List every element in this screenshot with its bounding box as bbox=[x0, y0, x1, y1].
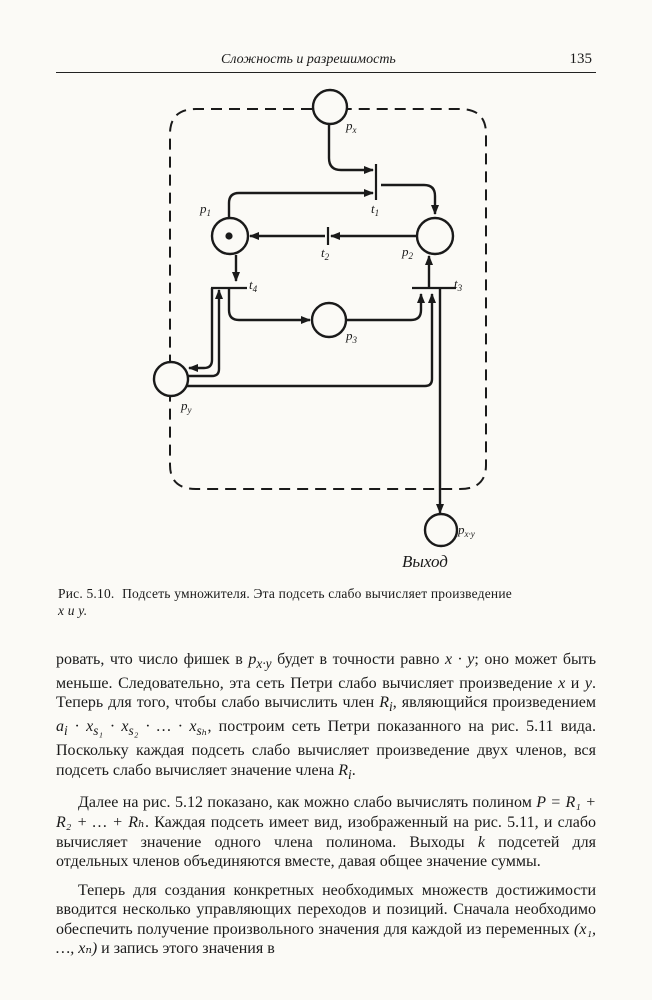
place-p2 bbox=[417, 218, 453, 254]
arc-t4-p3 bbox=[229, 288, 310, 320]
paragraph-2: Далее на рис. 5.12 показано, как можно слабо вычислять полином P = R₁ + R₂ + … + Rₕ. Каждая подсеть имеет вид, изображенный на рис. 5.11, и слабо вычисляет значение одного члена полинома. Выходы k подсетей для отдельных членов объединяются вместе, давая общее значение суммы. bbox=[56, 794, 597, 871]
figure-caption bbox=[58, 585, 598, 619]
label-p3: $p_3$ bbox=[346, 328, 357, 345]
label-t4: $t_4$ bbox=[249, 277, 258, 294]
label-p1: $p_1$ bbox=[200, 201, 211, 218]
page-header bbox=[56, 52, 596, 73]
place-p3 bbox=[312, 303, 346, 337]
label-output: Выход bbox=[402, 552, 448, 571]
running-title: Сложность и разрешимость bbox=[221, 52, 396, 67]
arc-t4-py bbox=[189, 288, 212, 368]
arc-py-t3 bbox=[187, 294, 432, 386]
page-number: 135 bbox=[569, 51, 592, 67]
caption-number: Рис. 5.10. bbox=[58, 586, 115, 601]
arc-p3-t3 bbox=[346, 294, 421, 320]
petri-net-figure bbox=[0, 80, 652, 580]
place-py bbox=[154, 362, 188, 396]
subnet-boundary bbox=[170, 109, 486, 489]
label-pxy: $p_{x\cdot y}$ bbox=[458, 522, 475, 539]
caption-line1: Подсеть умножителя. Эта подсеть слабо вычисляет произведение bbox=[122, 586, 512, 601]
label-px: $p_x$ bbox=[346, 118, 357, 135]
paragraph-3: Теперь для создания конкретных необходимых множеств достижимости вводится несколько управляющих переходов и позиций. Сначала необходимо обеспечить получение произвольного значения для каждой из переменных (x₁, …, xₙ) и запись этого значения в bbox=[56, 881, 597, 958]
arc-t1-p2 bbox=[381, 185, 435, 214]
token-p1 bbox=[225, 232, 232, 239]
caption-line2: x и y. bbox=[58, 603, 88, 618]
arc-py-t4 bbox=[187, 290, 219, 376]
place-pxy bbox=[425, 514, 457, 546]
body-text bbox=[56, 650, 596, 968]
label-py: $p_y$ bbox=[181, 398, 192, 415]
label-t3: $t_3$ bbox=[454, 276, 463, 293]
paragraph-1: ровать, что число фишек в $p_{x\cdot y}$ будет в точности равно x · y; оно может быть меньше. Следовательно, эта сеть Петри слабо вычисляет произведение x и y. Теперь для того, чтобы слабо вычислить член $R_i$, являющийся произведением $a_i \cdot x_{s_1} \cdot x_{s_2}$ · … · $x_{s_h}$, построим сеть Петри показанного на рис. 5.11 вида. Поскольку каждая подсеть слабо вычисляет произведение двух членов, вся подсеть слабо вычисляет значение члена $R_i$. bbox=[56, 651, 597, 782]
label-p2: $p_2$ bbox=[402, 244, 413, 261]
label-t1: $t_1$ bbox=[371, 201, 380, 218]
label-t2: $t_2$ bbox=[321, 245, 330, 262]
arc-p1-t1 bbox=[229, 193, 373, 218]
pxy-symbol: $p_{x\cdot y}$ bbox=[248, 651, 272, 672]
place-px bbox=[313, 90, 347, 124]
